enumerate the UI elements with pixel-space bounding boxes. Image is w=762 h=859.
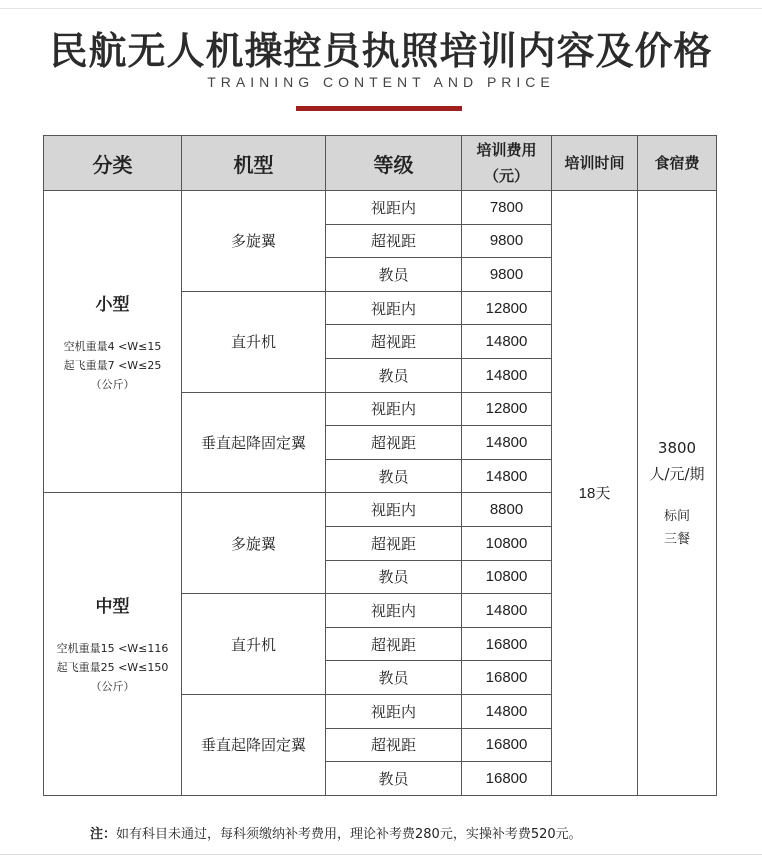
fee-cell: 14800	[462, 325, 552, 359]
level-cell: 教员	[326, 762, 462, 796]
bottom-divider	[0, 854, 762, 855]
training-price-table	[43, 135, 717, 796]
category-unit: （公斤）	[90, 680, 135, 694]
level-cell: 视距内	[326, 493, 462, 527]
model-cell: 直升机	[182, 291, 326, 392]
lodging-cell	[638, 191, 717, 796]
page-subtitle: TRAINING CONTENT AND PRICE	[207, 74, 555, 90]
table-row	[44, 191, 717, 225]
level-cell: 视距内	[326, 392, 462, 426]
category-takeoff-weight: 起飞重量25 <W≤150	[56, 661, 169, 675]
fee-cell: 12800	[462, 392, 552, 426]
fee-cell: 10800	[462, 560, 552, 594]
fee-cell: 14800	[462, 459, 552, 493]
header-fee: 培训费用（元）	[462, 136, 552, 191]
model-cell: 多旋翼	[182, 493, 326, 594]
category-name: 小型	[95, 294, 130, 315]
fee-cell: 14800	[462, 426, 552, 460]
level-cell: 超视距	[326, 426, 462, 460]
fee-cell: 16800	[462, 728, 552, 762]
category-cell-medium	[44, 493, 182, 795]
fee-cell: 16800	[462, 762, 552, 796]
level-cell: 超视距	[326, 224, 462, 258]
level-cell: 视距内	[326, 594, 462, 628]
lodging-unit: 人/元/期	[649, 464, 705, 483]
level-cell: 超视距	[326, 526, 462, 560]
level-cell: 超视距	[326, 627, 462, 661]
fee-cell: 14800	[462, 594, 552, 628]
title-underline-bar	[296, 106, 462, 111]
header-category: 分类	[44, 136, 182, 191]
level-cell: 视距内	[326, 694, 462, 728]
fee-cell: 10800	[462, 526, 552, 560]
header-lodging: 食宿费	[638, 136, 717, 191]
level-cell: 教员	[326, 560, 462, 594]
header-model: 机型	[182, 136, 326, 191]
lodging-meals: 三餐	[663, 531, 690, 547]
category-unit: （公斤）	[90, 377, 135, 391]
model-cell: 多旋翼	[182, 191, 326, 292]
table-body	[44, 191, 717, 796]
fee-cell: 14800	[462, 358, 552, 392]
category-name: 中型	[95, 597, 130, 618]
footer-note	[90, 823, 582, 842]
fee-cell: 16800	[462, 627, 552, 661]
footer-note-text: 如有科目未通过，每科须缴纳补考费用，理论补考费280元，实操补考费520元。	[116, 827, 582, 842]
fee-cell: 9800	[462, 258, 552, 292]
level-cell: 超视距	[326, 728, 462, 762]
page-title: 民航无人机操控员执照培训内容及价格	[49, 29, 713, 73]
fee-cell: 16800	[462, 661, 552, 695]
level-cell: 超视距	[326, 325, 462, 359]
footer-note-label: 注：	[90, 827, 117, 842]
category-empty-weight: 空机重量4 <W≤15	[63, 339, 162, 353]
top-divider	[0, 8, 762, 9]
level-cell: 教员	[326, 358, 462, 392]
lodging-room: 标间	[663, 508, 690, 524]
level-cell: 教员	[326, 661, 462, 695]
level-cell: 视距内	[326, 191, 462, 225]
level-cell: 教员	[326, 258, 462, 292]
category-empty-weight: 空机重量15 <W≤116	[56, 642, 169, 656]
header-level: 等级	[326, 136, 462, 191]
header-duration: 培训时间	[552, 136, 638, 191]
category-cell-small	[44, 191, 182, 493]
level-cell: 视距内	[326, 291, 462, 325]
category-takeoff-weight: 起飞重量7 <W≤25	[63, 358, 162, 372]
model-cell: 垂直起降固定翼	[182, 392, 326, 493]
table-header-row	[44, 136, 717, 191]
lodging-price: 3800	[657, 438, 697, 457]
fee-cell: 12800	[462, 291, 552, 325]
level-cell: 教员	[326, 459, 462, 493]
fee-cell: 9800	[462, 224, 552, 258]
duration-cell: 18天	[552, 191, 638, 796]
fee-cell: 14800	[462, 694, 552, 728]
model-cell: 直升机	[182, 594, 326, 695]
fee-cell: 8800	[462, 493, 552, 527]
model-cell: 垂直起降固定翼	[182, 694, 326, 795]
fee-cell: 7800	[462, 191, 552, 225]
